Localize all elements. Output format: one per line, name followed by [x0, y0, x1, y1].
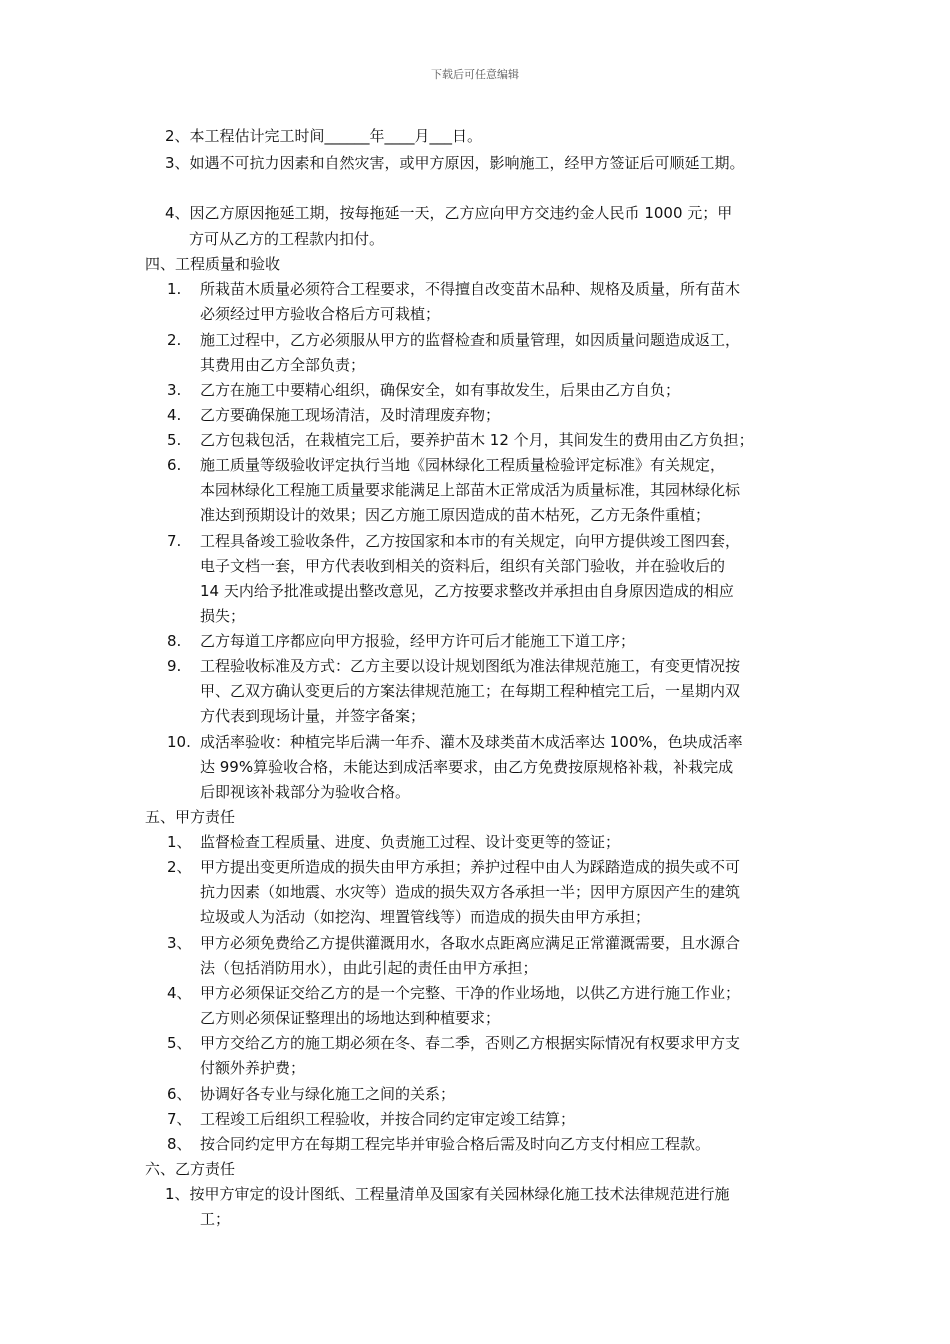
item-text: 施工质量等级验收评定执行当地《园林绿化工程质量检验评定标准》有关规定， — [200, 456, 726, 474]
clause-text: 2、本工程估计完工时间______年____月___日。 — [165, 127, 483, 145]
item-text: 垃圾或人为活动（如挖沟、埋置管线等）而造成的损失由甲方承担； — [200, 908, 651, 926]
clause-3-3-line — [165, 153, 745, 173]
clause-text: 方可从乙方的工程款内扣付。 — [189, 230, 385, 248]
item-text: 准达到预期设计的效果；因乙方施工原因造成的苗木枯死，乙方无条件重植； — [200, 506, 711, 524]
item-number: 8. — [167, 632, 182, 650]
item-text: 方代表到现场计量，并签字备案； — [200, 707, 426, 725]
item-text: 乙方每道工序都应向甲方报验，经甲方许可后才能施工下道工序； — [200, 632, 636, 650]
item-number: 6. — [167, 456, 182, 474]
item-text: 工程具备竣工验收条件，乙方按国家和本市的有关规定，向甲方提供竣工图四套， — [200, 532, 741, 550]
item-text: 甲、乙双方确认变更后的方案法律规范施工；在每期工程种植完工后，一星期内双 — [200, 682, 741, 700]
clause-text: 4、因乙方原因拖延工期，按每拖延一天，乙方应向甲方交违约金人民币 1000 元；甲 — [165, 204, 733, 222]
item-text: 按合同约定甲方在每期工程完毕并审验合格后需及时向乙方支付相应工程款。 — [200, 1135, 711, 1153]
item-number: 5. — [167, 431, 182, 449]
item-number: 6、 — [167, 1085, 192, 1103]
item-number: 9. — [167, 657, 182, 675]
item-text: 工程竣工后组织工程验收，并按合同约定审定竣工结算； — [200, 1110, 576, 1128]
section-5-heading: 五、甲方责任 — [145, 808, 236, 826]
item-text: 电子文档一套，甲方代表收到相关的资料后，组织有关部门验收，并在验收后的 — [200, 557, 726, 575]
item-text: 后即视该补栽部分为验收合格。 — [200, 783, 411, 801]
item-number: 10. — [167, 733, 191, 751]
item-text: 必须经过甲方验收合格后方可栽植； — [200, 305, 441, 323]
item-text: 1、按甲方审定的设计图纸、工程量清单及国家有关园林绿化施工技术法律规范进行施 — [165, 1185, 730, 1203]
item-number: 1. — [167, 280, 182, 298]
item-text: 抗力因素（如地震、水灾等）造成的损失双方各承担一半；因甲方原因产生的建筑 — [200, 883, 741, 901]
item-text: 工程验收标准及方式：乙方主要以设计规划图纸为准法律规范施工，有变更情况按 — [200, 657, 741, 675]
page-header: 下载后可任意编辑 — [431, 68, 519, 81]
item-text: 付额外养护费； — [200, 1059, 306, 1077]
item-text: 工； — [200, 1210, 231, 1228]
clause-3-2-line — [165, 126, 482, 146]
item-text: 施工过程中，乙方必须服从甲方的监督检查和质量管理，如因质量问题造成返工， — [200, 331, 741, 349]
item-text: 甲方提出变更所造成的损失由甲方承担；养护过程中由人为踩踏造成的损失或不可 — [200, 858, 741, 876]
item-number: 7. — [167, 532, 182, 550]
item-text: 乙方在施工中要精心组织，确保安全，如有事故发生，后果由乙方自负； — [200, 381, 681, 399]
item-text: 14 天内给予批准或提出整改意见，乙方按要求整改并承担由自身原因造成的相应 — [200, 582, 734, 600]
item-number: 8、 — [167, 1135, 192, 1153]
item-text: 协调好各专业与绿化施工之间的关系； — [200, 1085, 456, 1103]
item-text: 所栽苗木质量必须符合工程要求，不得擅自改变苗木品种、规格及质量，所有苗木 — [200, 280, 741, 298]
item-text: 乙方要确保施工现场清洁，及时清理废弃物； — [200, 406, 501, 424]
item-number: 1、 — [167, 833, 192, 851]
clause-3-4-cont — [189, 229, 384, 249]
clause-text: 3、如遇不可抗力因素和自然灾害，或甲方原因，影响施工，经甲方签证后可顺延工期。 — [165, 154, 745, 172]
clause-3-4-line — [165, 203, 732, 223]
item-text: 本园林绿化工程施工质量要求能满足上部苗木正常成活为质量标准，其园林绿化标 — [200, 481, 741, 499]
item-text: 法（包括消防用水），由此引起的责任由甲方承担； — [200, 959, 538, 977]
item-text: 其费用由乙方全部负责； — [200, 356, 366, 374]
item-text: 监督检查工程质量、进度、负责施工过程、设计变更等的签证； — [200, 833, 621, 851]
section-6-heading: 六、乙方责任 — [145, 1160, 236, 1178]
item-number: 3. — [167, 381, 182, 399]
item-number: 7、 — [167, 1110, 192, 1128]
item-number: 3、 — [167, 934, 192, 952]
item-text: 乙方包栽包活，在栽植完工后，要养护苗木 12 个月，其间发生的费用由乙方负担； — [200, 431, 754, 449]
item-number: 4、 — [167, 984, 192, 1002]
section-4-heading — [145, 254, 280, 274]
item-text: 乙方则必须保证整理出的场地达到种植要求； — [200, 1009, 501, 1027]
item-number: 5、 — [167, 1034, 192, 1052]
item-text: 甲方必须免费给乙方提供灌溉用水，各取水点距离应满足正常灌溉需要，且水源合 — [200, 934, 741, 952]
item-number: 2. — [167, 331, 182, 349]
item-number: 2、 — [167, 858, 192, 876]
item-text: 达 99%算验收合格，未能达到成活率要求，由乙方免费按原规格补栽，补栽完成 — [200, 758, 734, 776]
item-text: 损失； — [200, 607, 246, 625]
item-text: 甲方交给乙方的施工期必须在冬、春二季，否则乙方根据实际情况有权要求甲方支 — [200, 1034, 741, 1052]
item-text: 成活率验收：种植完毕后满一年乔、灌木及球类苗木成活率达 100%，色块成活率 — [200, 733, 743, 751]
item-text: 甲方必须保证交给乙方的是一个完整、干净的作业场地，以供乙方进行施工作业； — [200, 984, 741, 1002]
item-number: 4. — [167, 406, 182, 424]
section-heading-text: 四、工程质量和验收 — [145, 255, 281, 273]
